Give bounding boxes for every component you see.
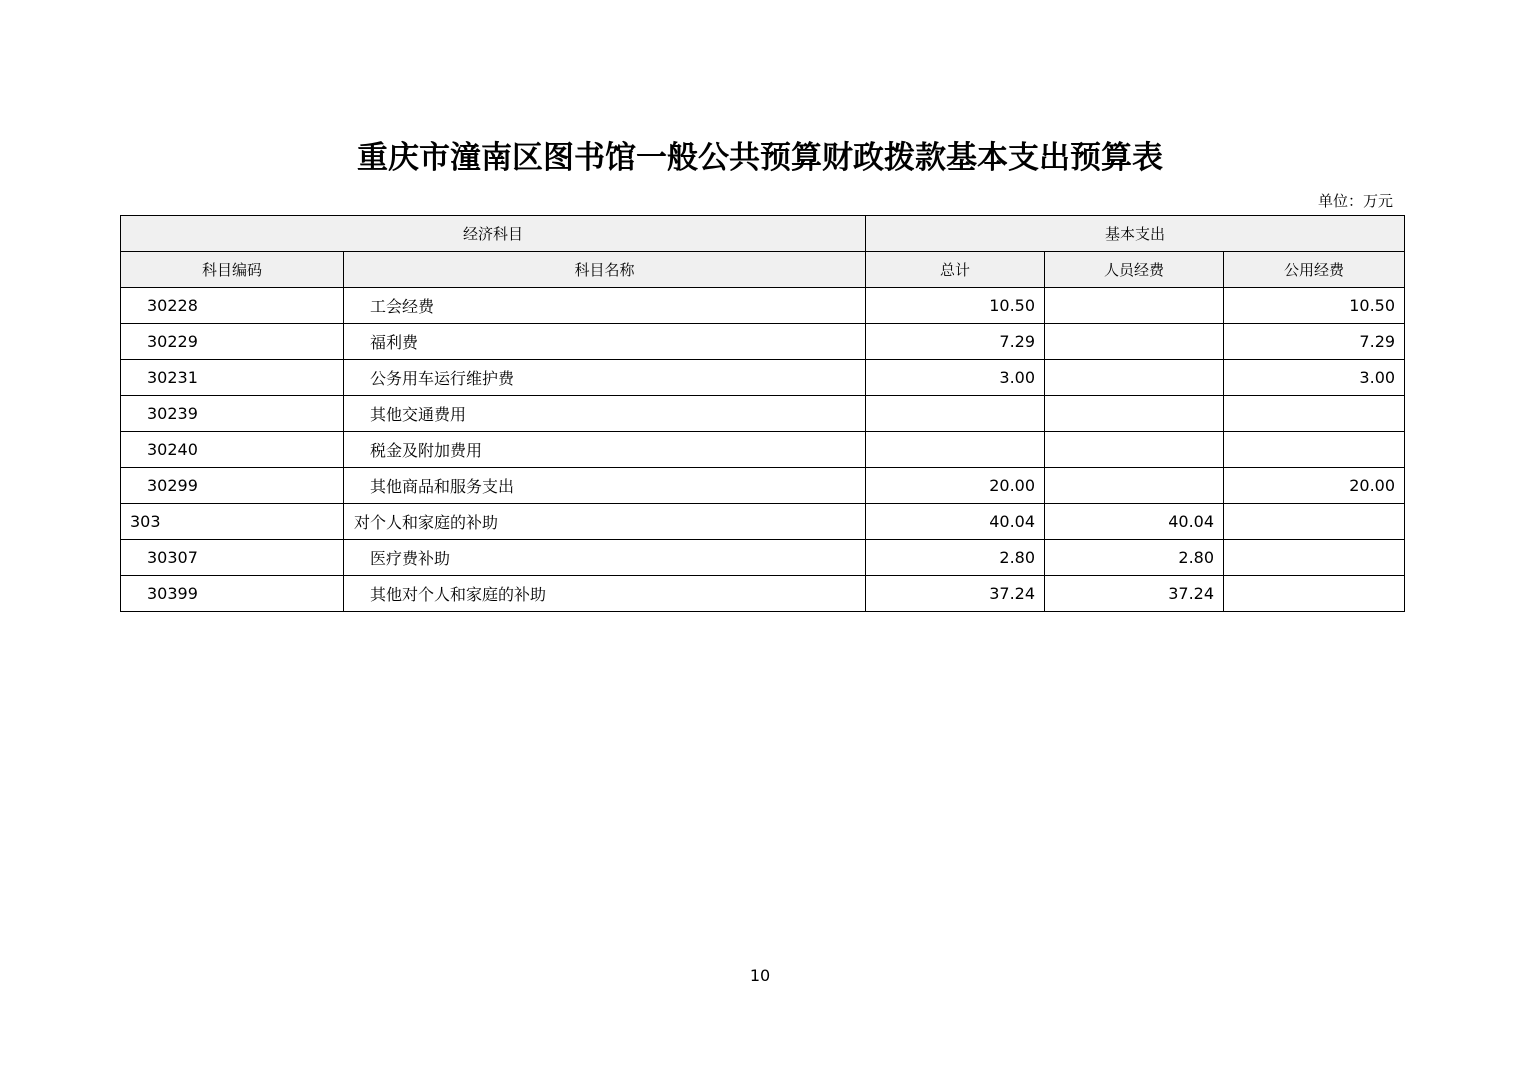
table-row [121, 576, 1405, 612]
row-personnel [1045, 324, 1224, 360]
header-public: 公用经费 [1224, 252, 1405, 288]
row-personnel [1045, 288, 1224, 324]
unit-label: 单位：万元 [1317, 192, 1393, 210]
table-row [121, 432, 1405, 468]
row-name: 其他商品和服务支出 [344, 468, 866, 504]
row-code: 30228 [121, 288, 344, 324]
row-public: 7.29 [1224, 324, 1405, 360]
row-public: 3.00 [1224, 360, 1405, 396]
row-personnel: 37.24 [1045, 576, 1224, 612]
row-code: 30240 [121, 432, 344, 468]
row-code: 303 [121, 504, 344, 540]
row-personnel: 40.04 [1045, 504, 1224, 540]
row-personnel [1045, 468, 1224, 504]
row-code: 30239 [121, 396, 344, 432]
table-row [121, 288, 1405, 324]
row-name: 税金及附加费用 [344, 432, 866, 468]
table-row [121, 504, 1405, 540]
header-group-row [121, 216, 1405, 252]
row-public [1224, 396, 1405, 432]
budget-table [120, 215, 1405, 612]
row-public [1224, 576, 1405, 612]
row-code: 30307 [121, 540, 344, 576]
row-name: 公务用车运行维护费 [344, 360, 866, 396]
row-total: 7.29 [866, 324, 1045, 360]
row-code: 30299 [121, 468, 344, 504]
row-code: 30229 [121, 324, 344, 360]
row-total: 3.00 [866, 360, 1045, 396]
header-code: 科目编码 [121, 252, 344, 288]
row-code: 30231 [121, 360, 344, 396]
table-row [121, 360, 1405, 396]
table-row [121, 324, 1405, 360]
table-row [121, 468, 1405, 504]
header-name: 科目名称 [344, 252, 866, 288]
row-personnel: 2.80 [1045, 540, 1224, 576]
row-total: 10.50 [866, 288, 1045, 324]
row-total: 20.00 [866, 468, 1045, 504]
row-public [1224, 432, 1405, 468]
row-name: 其他对个人和家庭的补助 [344, 576, 866, 612]
header-total: 总计 [866, 252, 1045, 288]
row-public: 20.00 [1224, 468, 1405, 504]
table-row [121, 540, 1405, 576]
row-name: 对个人和家庭的补助 [344, 504, 866, 540]
row-total [866, 432, 1045, 468]
header-economic-subject: 经济科目 [121, 216, 866, 252]
header-personnel: 人员经费 [1045, 252, 1224, 288]
header-basic-expenditure: 基本支出 [866, 216, 1405, 252]
row-public [1224, 540, 1405, 576]
row-code: 30399 [121, 576, 344, 612]
page-title: 重庆市潼南区图书馆一般公共预算财政拨款基本支出预算表 [357, 140, 1163, 176]
row-name: 福利费 [344, 324, 866, 360]
row-total: 2.80 [866, 540, 1045, 576]
row-personnel [1045, 432, 1224, 468]
row-total: 40.04 [866, 504, 1045, 540]
row-public: 10.50 [1224, 288, 1405, 324]
row-total: 37.24 [866, 576, 1045, 612]
page-number: 10 [749, 966, 771, 985]
row-name: 医疗费补助 [344, 540, 866, 576]
row-personnel [1045, 360, 1224, 396]
table-row [121, 396, 1405, 432]
row-personnel [1045, 396, 1224, 432]
row-name: 工会经费 [344, 288, 866, 324]
row-name: 其他交通费用 [344, 396, 866, 432]
header-column-row [121, 252, 1405, 288]
row-public [1224, 504, 1405, 540]
row-total [866, 396, 1045, 432]
